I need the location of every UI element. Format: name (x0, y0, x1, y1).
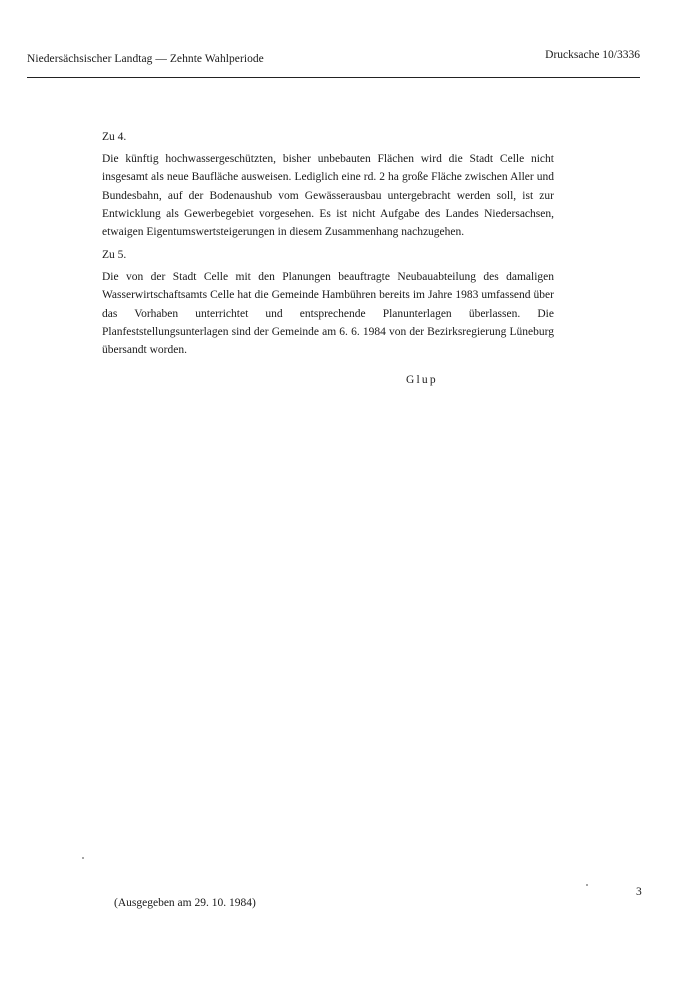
signature: Glup (406, 374, 438, 386)
issue-date: (Ausgegeben am 29. 10. 1984) (114, 897, 256, 909)
section-heading-5: Zu 5. (102, 249, 127, 261)
header-publication-title: Niedersächsischer Landtag — Zehnte Wahlperiode (27, 53, 264, 65)
section-text-4: Die künftig hochwassergeschützten, bisher unbebauten Flächen wird die Stadt Celle nicht insgesamt als neue Baufläche ausweisen. Lediglich eine rd. 2 ha große Fläche zwischen Aller und Bundesbahn, auf der Bodenaushub vom Gewässerausbau untergebracht werden soll, ist zur Entwicklung als Gewerbegebiet vorgesehen. Es ist nicht Aufgabe des Landes Niedersachsen, etwaigen Eigentumswertsteigerungen in diesem Zusammenhang nachzugehen. (102, 153, 554, 239)
scan-speck (586, 884, 588, 886)
scan-speck (82, 857, 84, 859)
section-heading-4: Zu 4. (102, 131, 127, 143)
page-number: 3 (636, 886, 642, 898)
section-text-5: Die von der Stadt Celle mit den Planungen beauftragte Neubauabteilung des damaligen Wasserwirtschaftsamts Celle hat die Gemeinde Hambühren bereits im Jahre 1983 umfassend über das Vorhaben unterrichtet und entsprechende Planunterlagen überlassen. Die Planfeststellungsunterlagen sind der Gemeinde am 6. 6. 1984 von der Bezirksregierung Lüneburg übersandt worden. (102, 271, 554, 357)
header-document-number: Drucksache 10/3336 (545, 49, 640, 61)
header-divider (27, 77, 640, 78)
